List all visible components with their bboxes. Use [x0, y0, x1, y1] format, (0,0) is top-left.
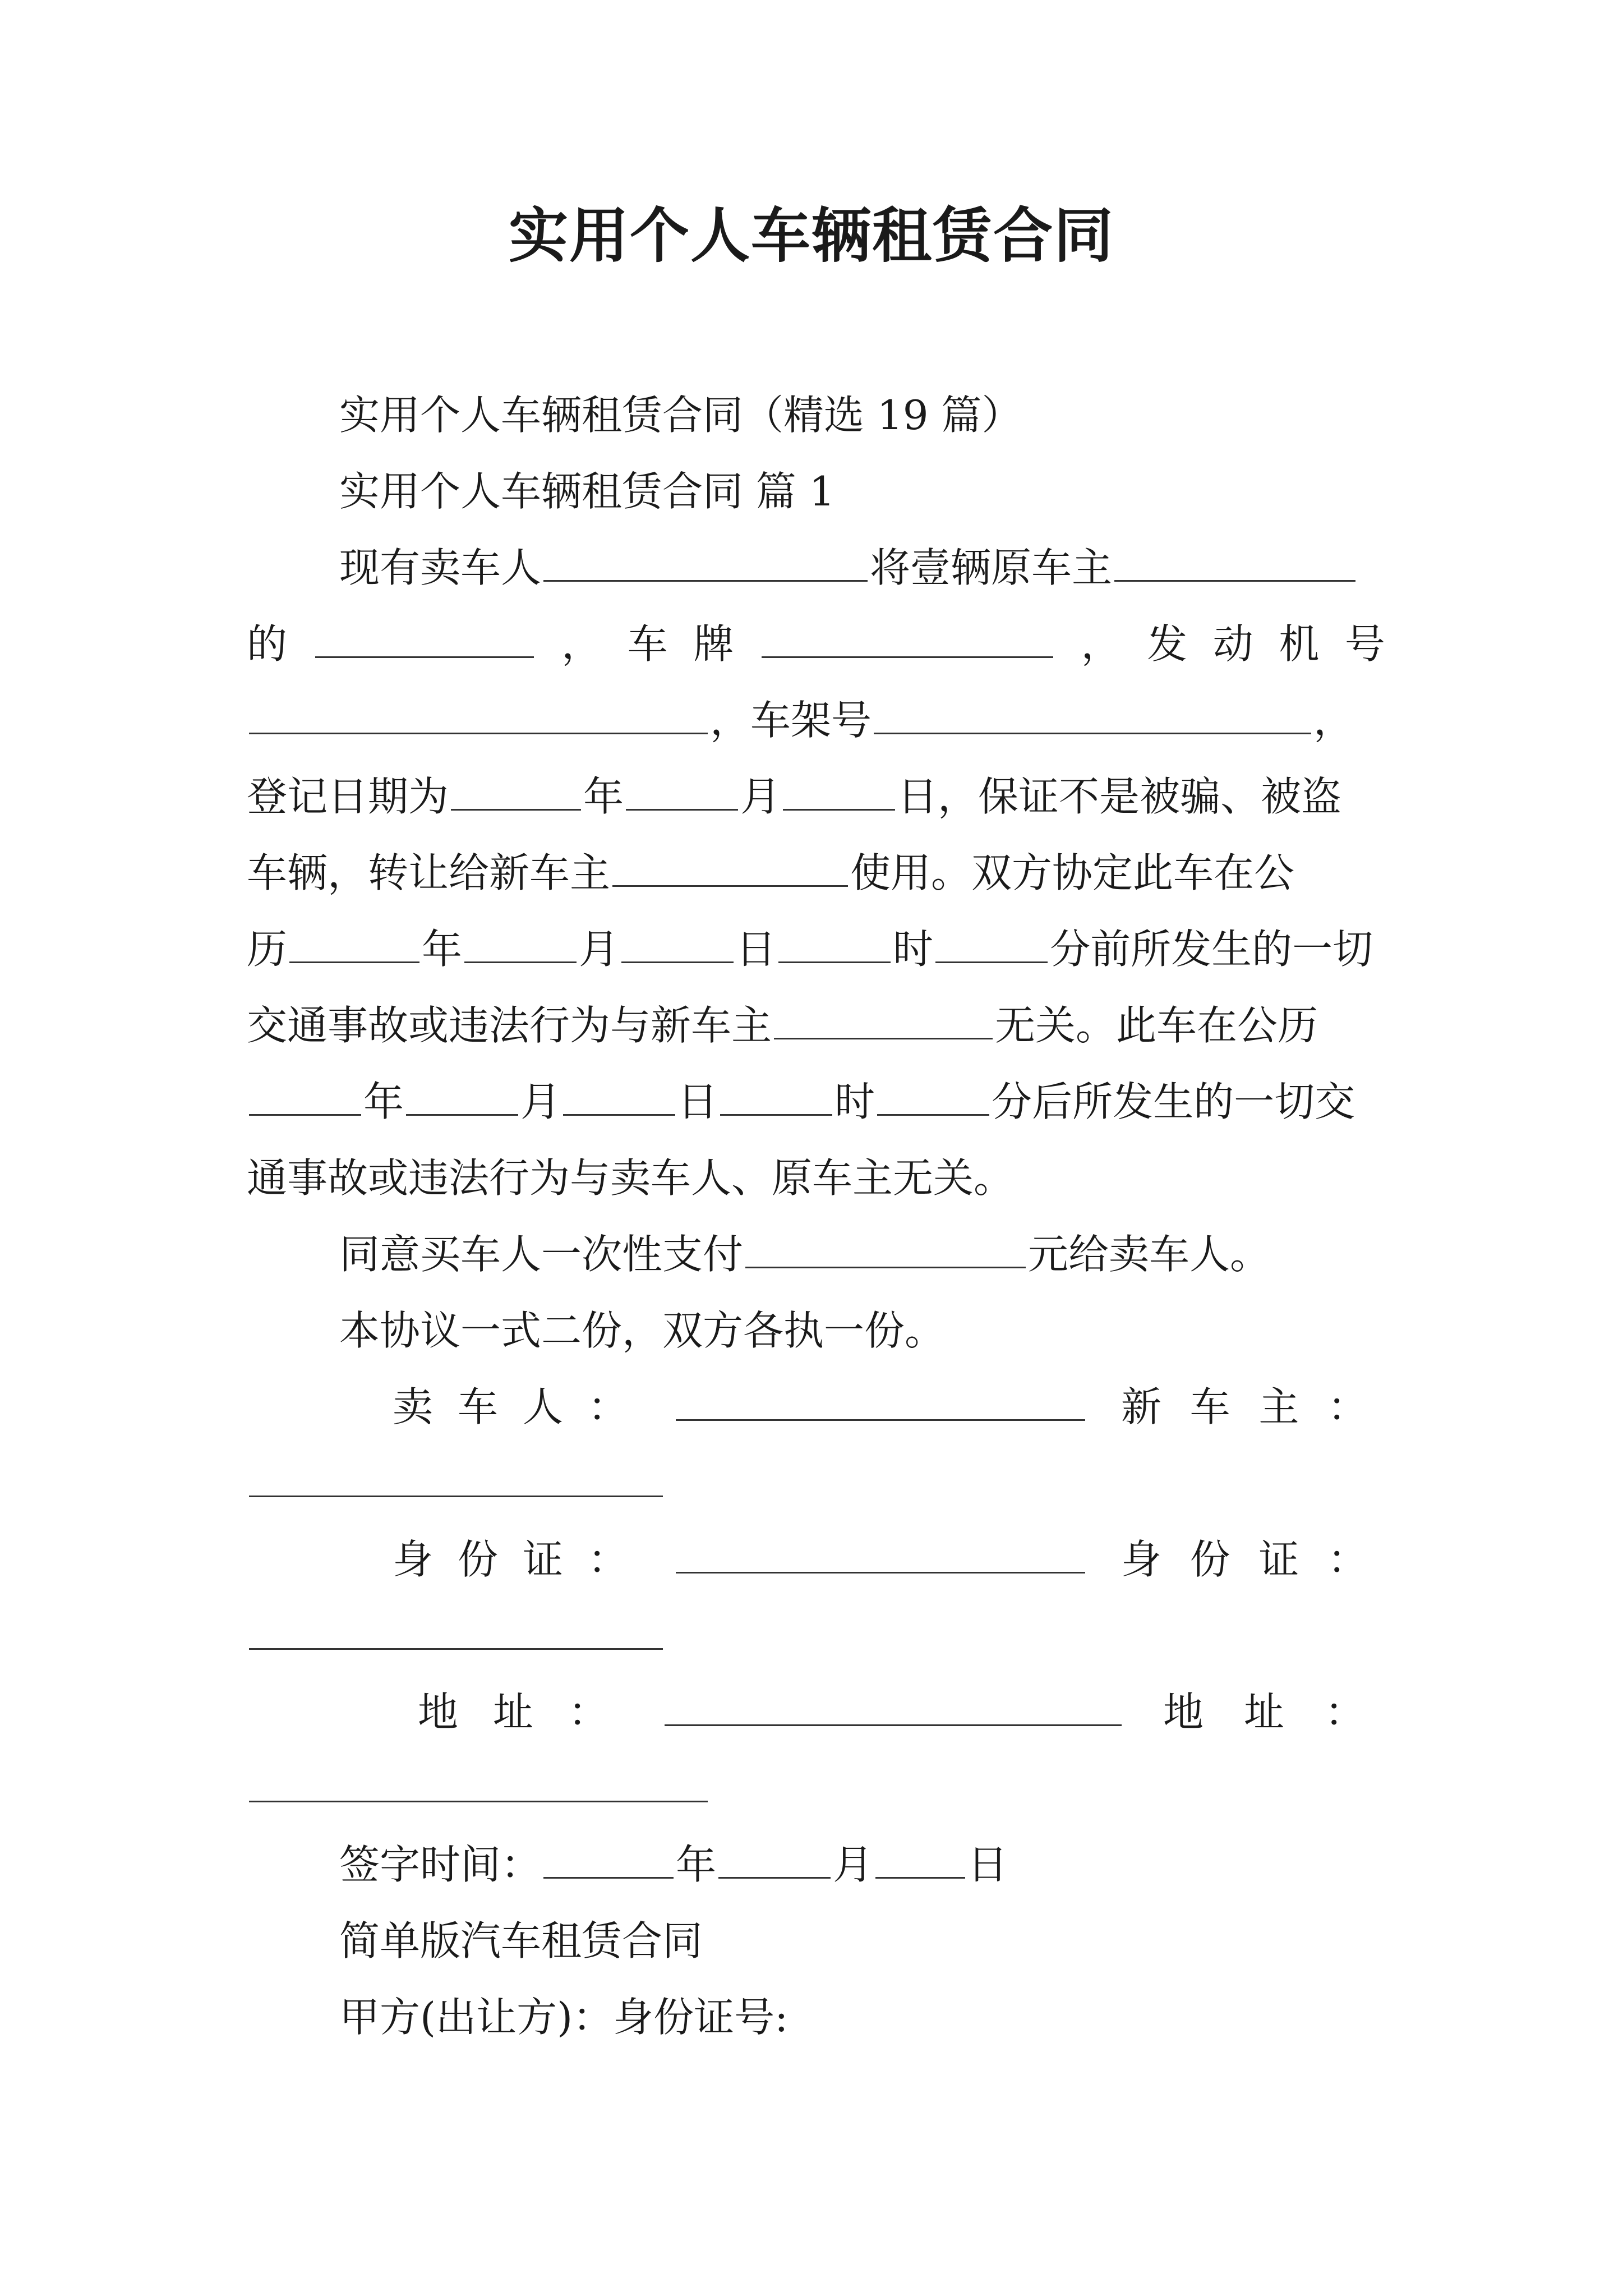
paragraph-line: 历 年 月 日 时 分前所发生的一切 [247, 926, 1373, 973]
seller-id-label: 身 份 证 ： [393, 1536, 628, 1583]
blank-field [877, 1078, 989, 1116]
blank-field [249, 1612, 663, 1650]
blank-field [774, 1002, 993, 1039]
blank-field [676, 1536, 1085, 1573]
document-title: 实用个人车辆租赁合同 [509, 200, 1114, 270]
blank-field [935, 926, 1048, 963]
blank-field [249, 697, 708, 734]
paragraph-line: 交通事故或违法行为与新车主 无关。此车在公历 [247, 1002, 1318, 1049]
paragraph-line: 现有卖车人 将壹辆原车主 [339, 534, 1388, 601]
blank-field [315, 620, 534, 658]
payment-line: 同意买车人一次性支付 元给卖车人。 [339, 1231, 1271, 1278]
blank-field [249, 1078, 361, 1116]
blank-field [665, 1688, 1122, 1726]
blank-field [778, 926, 891, 963]
next-contract-title: 简单版汽车租赁合同 [339, 1917, 703, 1964]
paragraph-line: ，车架号 ， [247, 687, 1385, 754]
party-a-line: 甲方(出让方)：身份证号: [339, 1994, 789, 2041]
blank-field [720, 1078, 832, 1116]
blank-field [406, 1078, 518, 1116]
address-line [418, 1678, 1385, 1746]
buyer-label: 新 车 主 ： [1121, 1383, 1368, 1430]
section-heading: 实用个人车辆租赁合同 篇 1 [339, 468, 835, 515]
paragraph-line: 年 月 日 时 分后所发生的一切交 [247, 1068, 1385, 1135]
blank-field [718, 1841, 831, 1879]
copies-line: 本协议一式二份，双方各执一份。 [339, 1307, 946, 1354]
seller-buyer-line [393, 1373, 1385, 1441]
buyer-blank-line [247, 1450, 665, 1517]
seller-address-label: 地 址 ： [418, 1688, 608, 1736]
buyer-address-label: 地 址 ： [1163, 1688, 1365, 1736]
blank-field [1114, 544, 1355, 582]
id-line [393, 1526, 1385, 1593]
blank-field [676, 1383, 1085, 1421]
blank-field [451, 773, 581, 811]
blank-field [543, 544, 868, 582]
paragraph-line: 登记日期为 年 月 日，保证不是被骗、被盗 [247, 773, 1342, 820]
buyer-id-label: 身 份 证 ： [1121, 1536, 1368, 1583]
blank-field [621, 926, 734, 963]
paragraph-line: 通事故或违法行为与卖车人、原车主无关。 [247, 1154, 1015, 1202]
document-subtitle: 实用个人车辆租赁合同（精选 19 篇） [339, 392, 1022, 439]
blank-field [464, 926, 577, 963]
buyer-address-blank-line [247, 1755, 710, 1822]
blank-field [249, 1460, 663, 1497]
blank-field [745, 1231, 1026, 1268]
blank-field [289, 926, 419, 963]
blank-field [874, 697, 1311, 734]
seller-label: 卖 车 人 ： [393, 1383, 628, 1430]
buyer-id-blank-line [247, 1602, 665, 1669]
paragraph-line: 的 ， 车 牌 ， 发 动 机 号 [247, 620, 1385, 668]
blank-field [762, 620, 1053, 658]
paragraph-line: 车辆，转让给新车主 使用。双方协定此车在公 [247, 849, 1295, 896]
sign-date-line: 签字时间： 年 月 日 [339, 1841, 1008, 1888]
blank-field [875, 1841, 965, 1879]
blank-field [543, 1841, 674, 1879]
blank-field [626, 773, 738, 811]
blank-field [783, 773, 895, 811]
blank-field [612, 849, 848, 887]
blank-field [249, 1765, 708, 1802]
blank-field [563, 1078, 675, 1116]
